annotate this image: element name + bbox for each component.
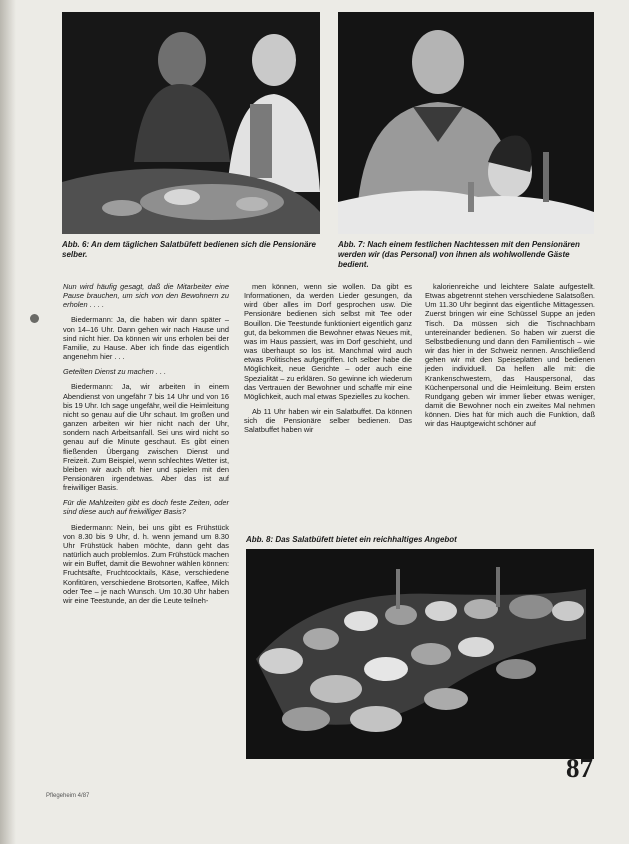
article-column-2 <box>244 282 412 441</box>
column-3-paragraph: kalorienreiche und leichtere Salate aufgestellt. Etwas abgetrennt stehen verschiedene Salatsoßen. Um 11.30 Uhr beginnt das eigentliche Mittagessen. Zuerst bringen wir eine Schüssel Suppe an jeden Tisch. Da müssen sich die Tischnachbarn untereinander bedienen. So haben wir zuerst die Selbstbedienung und dann den Familientisch – wie wir das hier in der Schweiz nennen. Anschließend gehen wir mit den Speiseplatten und bedienen jeden individuell. Da helfen alle mit: die Krankenschwestern, das Hauspersonal, das Küchenpersonal und die Heimleitung. Beim ersten Rundgang geben wir immer lieber etwas weniger, damit die Bewohner noch ein zweites Mal nehmen können. Dies hat für mich auch die Funktion, daß wir das Hauptgewicht schöner auf <box>425 282 595 429</box>
column-1-paragraph: Nun wird häufig gesagt, daß die Mitarbeiter eine Pause brauchen, um sich von den Bewohnern zu erholen . . . . <box>63 282 229 310</box>
column-2-paragraph: men können, wenn sie wollen. Da gibt es Informationen, da werden Lieder gesungen, da wird über alles im Dorf gesprochen usw. Die Pensionäre bedienen sich selbst mit Tee oder Bouillon. Die Teestunde funktioniert eigentlich ganz gut, da bekommen die Bewohner etwas Neues mit, was im Haus passiert, was im Dorf geschieht, und was überhaupt so los ist. Manchmal wird auch etwas Politisches aufgegriffen. Ich selber habe die Möglichkeit, neue Gerichte – oder auch eine Spezialität – zu erklären. So gewinne ich wiederum das Vertrauen der Bewohner und schaffe mir eine Möglichkeit, auch mal etwas Spezielles zu kochen. <box>244 282 412 401</box>
photo-7-caption: Abb. 7: Nach einem festlichen Nachtessen mit den Pensionären werden wir (das Personal) von ihnen als wohlwollende Gäste bedient. <box>338 240 580 269</box>
column-1-paragraph: Biedermann: Ja, wir arbeiten in einem Abendienst von ungefähr 7 bis 14 Uhr und von 16 bis 19 Uhr. Ich sage ungefähr, weil die Heimleitung nicht so genau auf die Uhr schaut. Im großen und ganzen arbeiten wir hier nicht nach der Uhr, sondern nach Arbeitsanfall. Sei uns wird nicht so genau auf die Minute geschaut. Es gibt einen fließenden Übergang zwischen Dienst und Freizeit. Zum Beispiel, wenn schlechtes Wetter ist, bleiben wir auch oft hier und spielen mit den Pensionären irgendetwas. Aber das ist auf freiwilliger Basis. <box>63 382 229 493</box>
column-1-paragraph: Biedermann: Ja, die haben wir dann später – von 14–16 Uhr. Dann gehen wir nach Hause und sind nicht hier. Da können wir uns erholen bei der Familie, zu Hause. Aber ich finde das eigentlich angenehm hier . . . <box>63 315 229 362</box>
photo-8-caption: Abb. 8: Das Salatbüfett bietet ein reichhaltiges Angebot <box>246 535 457 544</box>
binder-hole <box>30 314 39 323</box>
article-column-3 <box>425 282 595 435</box>
photo-staff-served-by-residents <box>338 12 594 234</box>
column-2-paragraph: Ab 11 Uhr haben wir ein Salatbuffet. Da können sich die Pensionäre selber bedienen. Das Salatbuffet haben wir <box>244 407 412 435</box>
column-1-paragraph: Für die Mahlzeiten gibt es doch feste Zeiten, oder sind diese auch auf freiwilliger Basis? <box>63 498 229 517</box>
page-edge-shadow <box>0 0 16 844</box>
photo-salad-buffet-seniors <box>62 12 320 234</box>
footer-source: Pflegeheim 4/87 <box>46 793 90 799</box>
article-column-1 <box>63 282 229 611</box>
page-number: 87 <box>566 753 593 783</box>
column-1-paragraph: Biedermann: Nein, bei uns gibt es Frühstück von 8.30 bis 9 Uhr, d. h. wenn jemand um 8.30 Uhr Frühstück haben möchte, dann geht das natürlich auch problemlos. Zum Frühstück machen wir ein Buffet, damit die Bewohner wählen können: Fruchtsäfte, Fruchtcocktails, Käse, verschiedene Konfitüren, verschiedene Brotsorten, Kaffee, Milch oder Tee – je nach Wunsch. Um 10.30 Uhr haben wir eine Teestunde, an der die Leute teilneh- <box>63 522 229 605</box>
photo-salad-buffet-spread <box>246 549 594 759</box>
photo-6-caption: Abb. 6: An dem täglichen Salatbüfett bedienen sich die Pensionäre selber. <box>62 240 316 259</box>
column-1-paragraph: Geteilten Dienst zu machen . . . <box>63 367 167 377</box>
